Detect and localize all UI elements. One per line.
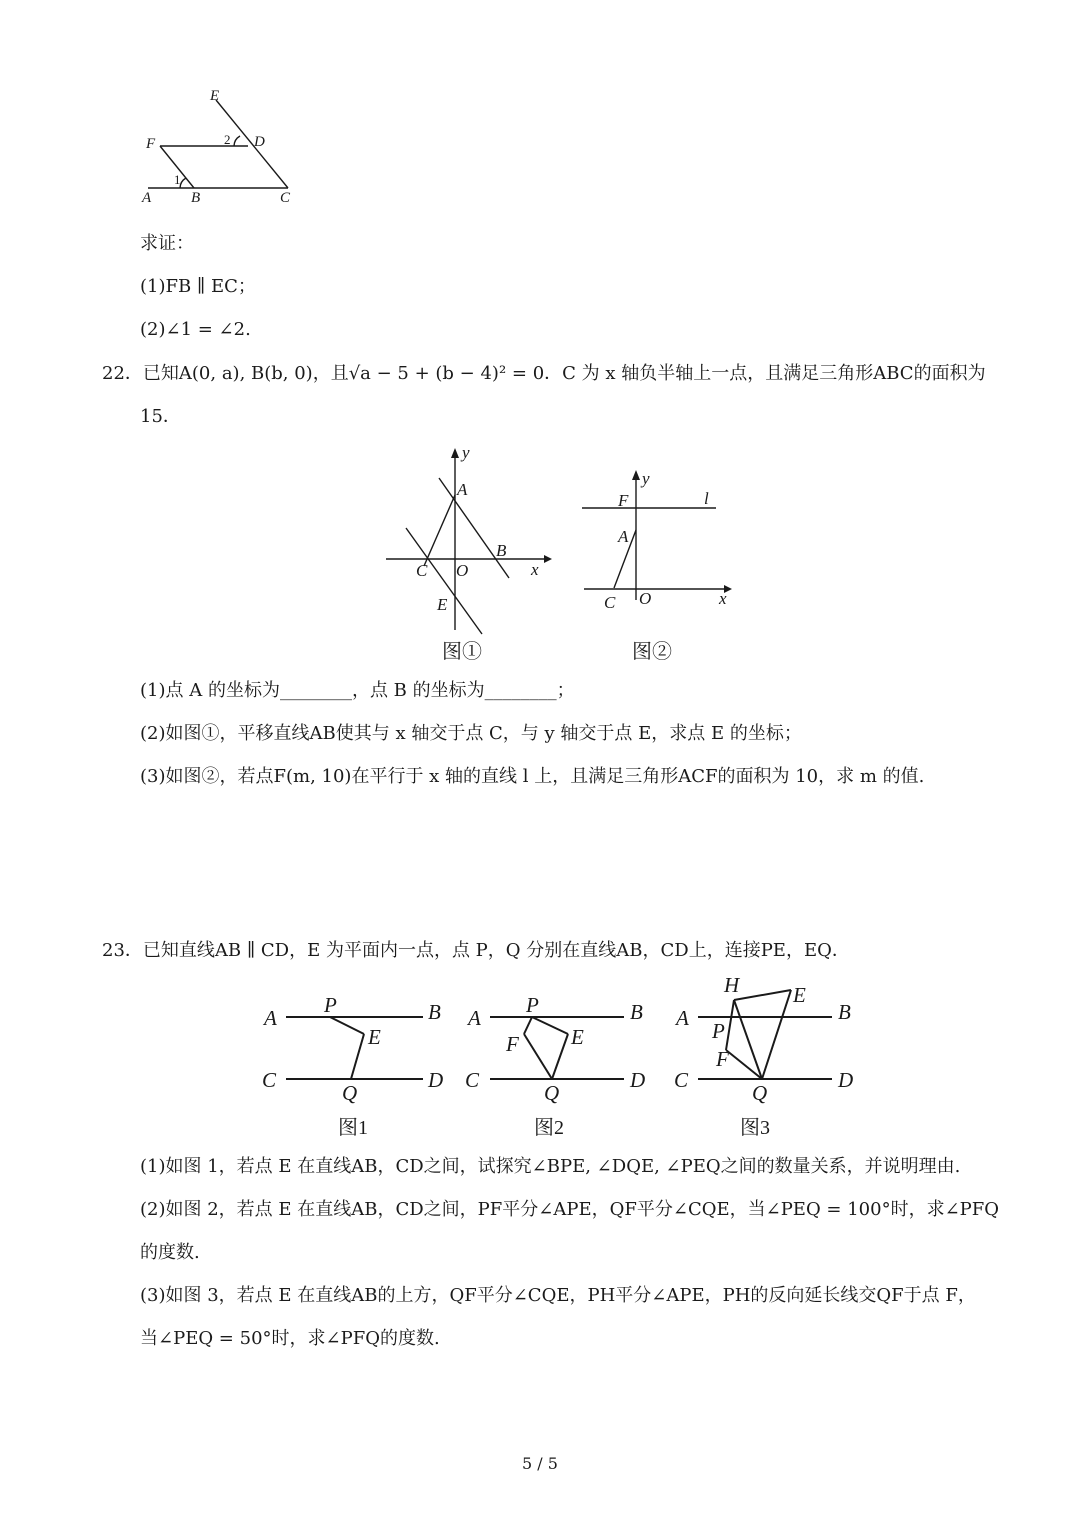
q23-part3a: (3)如图 3，若点 E 在直线AB的上方，QF平分∠CQE，PH平分∠APE，PH的反向延长线交QF于点 F， (140, 1285, 976, 1306)
label-angle1: 1 (174, 172, 181, 187)
q23-part3b: 当∠PEQ = 50°时，求∠PFQ的度数. (140, 1328, 440, 1349)
figure-q22-2 (564, 440, 734, 665)
label-b: B (838, 1000, 851, 1024)
x-axis-arrow (544, 555, 552, 563)
label-angle2: 2 (224, 132, 231, 147)
label-d: D (630, 1068, 646, 1092)
angle2-arc (234, 136, 240, 146)
caption: 图② (632, 641, 672, 663)
label-b: B (496, 541, 507, 560)
label-e: E (368, 1025, 381, 1049)
label-b: B (191, 190, 201, 206)
segment-eq (351, 1034, 364, 1079)
label-a: A (142, 190, 152, 206)
line-ab (439, 478, 509, 578)
label-q: Q (752, 1081, 768, 1105)
angle1-arc (180, 178, 186, 188)
label-f: F (506, 1032, 519, 1056)
label-q: Q (342, 1081, 358, 1105)
label-b: B (428, 1000, 441, 1024)
label-o: O (639, 589, 652, 608)
label-a: A (457, 480, 468, 499)
segment-he (734, 990, 791, 1000)
label-c: C (262, 1068, 277, 1092)
label-x: x (531, 560, 539, 579)
q23-part2a: (2)如图 2，若点 E 在直线AB，CD之间，PF平分∠APE，QF平分∠CQE，当∠PEQ = 100°时，求∠PFQ (140, 1199, 1000, 1220)
label-c: C (604, 593, 616, 612)
figure-q23-3 (672, 970, 872, 1140)
q21-part1: (1)FB ∥ EC； (140, 276, 256, 297)
label-a: A (468, 1006, 481, 1030)
label-a: A (676, 1006, 689, 1030)
label-y: y (642, 469, 650, 488)
segment-eq (552, 1034, 568, 1079)
label-e: E (437, 595, 448, 614)
q21-prove-label: 求证： (140, 233, 194, 254)
label-q: Q (544, 1081, 560, 1105)
q23-line1: 23．已知直线AB ∥ CD，E 为平面内一点，点 P，Q 分别在直线AB，CD上，连接PE，EQ． (102, 940, 850, 961)
caption: 图① (442, 641, 482, 663)
y-axis-arrow (632, 470, 640, 480)
label-x: x (719, 589, 727, 608)
label-h: H (724, 973, 740, 997)
segment-pe (532, 1017, 568, 1034)
label-d: D (254, 134, 265, 150)
q21-part2: (2)∠1 = ∠2. (140, 319, 251, 340)
q22-part2: (2)如图①，平移直线AB使其与 x 轴交于点 C，与 y 轴交于点 E，求点 E 的坐标； (140, 723, 802, 744)
q23-part1: (1)如图 1，若点 E 在直线AB，CD之间，试探究∠BPE, ∠DQE, ∠PEQ之间的数量关系，并说明理由. (140, 1156, 961, 1177)
figure-q21 (130, 80, 310, 210)
label-a: A (264, 1006, 277, 1030)
figure-q22-1 (384, 440, 564, 665)
figure-q23-2 (462, 990, 662, 1140)
label-y: y (462, 443, 470, 462)
label-e: E (571, 1025, 584, 1049)
label-b: B (630, 1000, 643, 1024)
label-f: F (618, 491, 629, 510)
label-c: C (465, 1068, 480, 1092)
label-c: C (416, 561, 428, 580)
label-l: l (704, 489, 709, 508)
segment-hf (726, 1000, 734, 1050)
label-a: A (618, 527, 629, 546)
caption: 图3 (740, 1117, 770, 1139)
label-e: E (210, 88, 220, 104)
q22-part1: (1)点 A 的坐标为________，点 B 的坐标为________； (140, 680, 575, 701)
segment-eq (762, 990, 791, 1079)
label-p: P (712, 1019, 725, 1043)
label-p: P (526, 993, 539, 1017)
label-o: O (456, 561, 469, 580)
caption: 图2 (534, 1117, 564, 1139)
label-c: C (674, 1068, 689, 1092)
q23-part2b: 的度数. (140, 1242, 200, 1263)
label-f: F (716, 1047, 729, 1071)
segment-pf (524, 1017, 532, 1034)
page-number: 5 / 5 (522, 1454, 558, 1473)
segment-fq (524, 1034, 552, 1079)
q22-line1: 22．已知A(0, a), B(b, 0)，且√a − 5 + (b − 4)² = 0．C 为 x 轴负半轴上一点，且满足三角形ABC的面积为 (102, 363, 986, 384)
figure-q23-1 (258, 990, 458, 1140)
line-ac (424, 495, 455, 566)
segment-pe (330, 1017, 364, 1034)
q22-line2: 15． (140, 406, 181, 427)
label-p: P (324, 993, 337, 1017)
label-c: C (280, 190, 291, 206)
y-axis-arrow (451, 448, 459, 458)
label-d: D (428, 1068, 444, 1092)
caption: 图1 (338, 1117, 368, 1139)
label-e: E (793, 983, 806, 1007)
line-ce (406, 528, 482, 634)
label-f: F (146, 136, 156, 152)
q22-part3: (3)如图②，若点F(m, 10)在平行于 x 轴的直线 l 上，且满足三角形ACF的面积为 10，求 m 的值. (140, 766, 925, 787)
label-d: D (838, 1068, 854, 1092)
